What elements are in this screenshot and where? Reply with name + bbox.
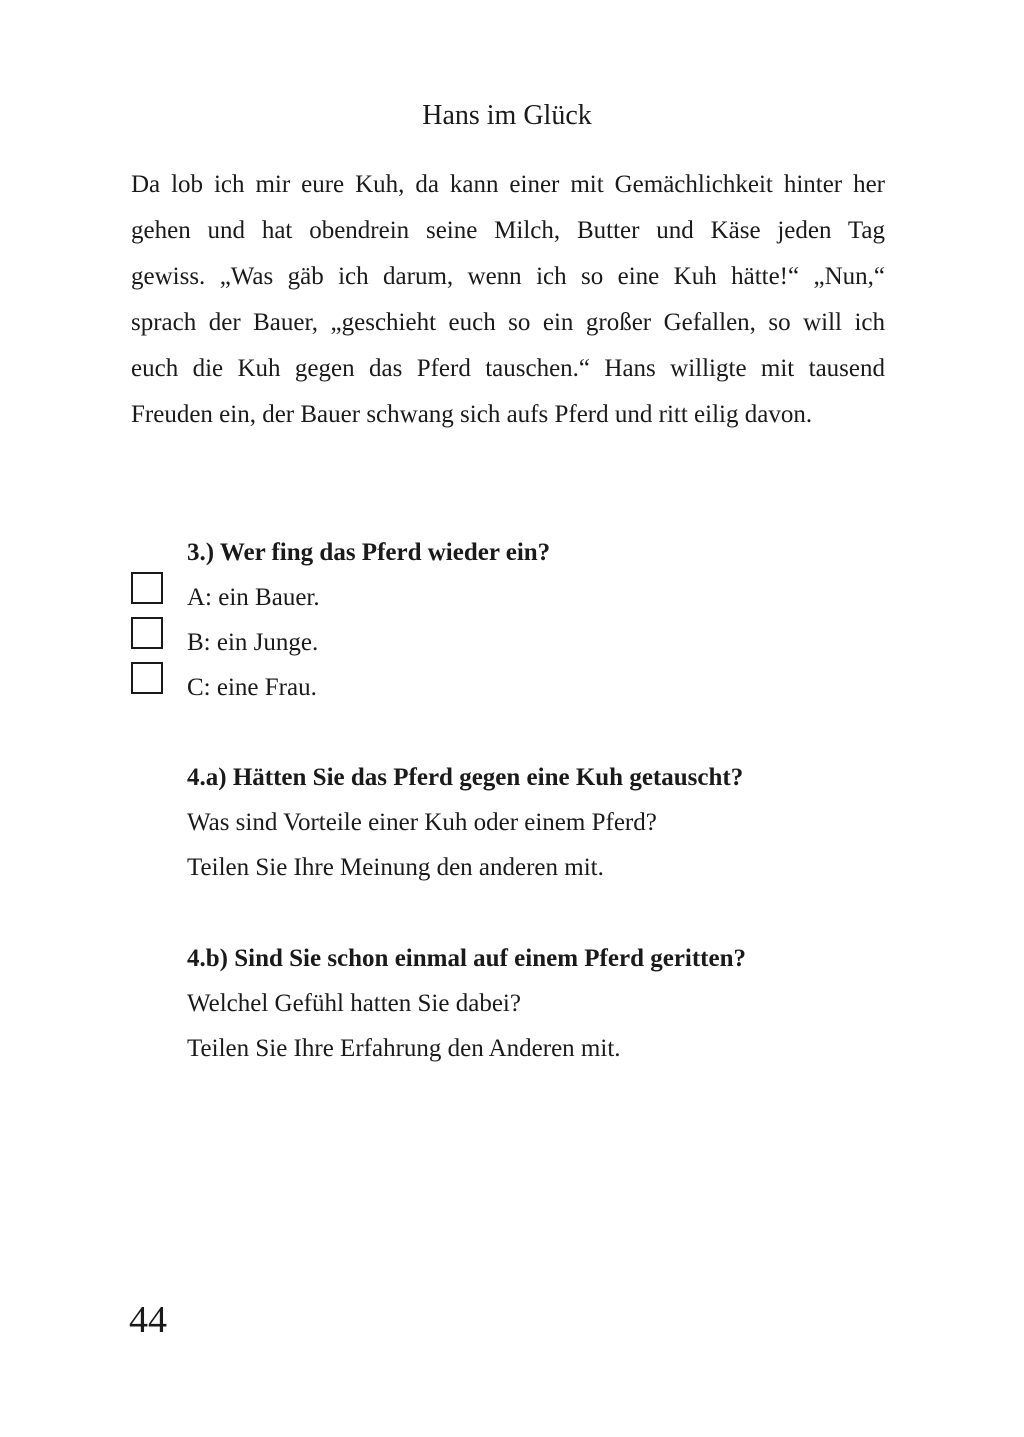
page-number: 44 — [129, 1299, 167, 1341]
question-4a — [187, 755, 743, 890]
story-paragraph — [131, 162, 885, 438]
option-b-label: B: ein Junge. — [187, 629, 319, 656]
question-4b — [187, 936, 746, 1071]
story-line: sprach der Bauer, „geschieht euch so ein großer Gefallen, so will ich — [131, 309, 885, 336]
option-a-checkbox[interactable] — [131, 572, 163, 604]
question-4a-heading: 4.a) Hätten Sie das Pferd gegen eine Kuh getauscht? — [187, 764, 744, 791]
story-line: gehen und hat obendrein seine Milch, Butter und Käse jeden Tag — [131, 217, 885, 244]
story-line: Freuden ein, der Bauer schwang sich aufs Pferd und ritt eilig davon. — [131, 401, 813, 428]
story-line: euch die Kuh gegen das Pferd tauschen.“ Hans willigte mit tausend — [131, 355, 885, 382]
option-c-label: C: eine Frau. — [187, 674, 317, 701]
option-a-label: A: ein Bauer. — [187, 584, 320, 611]
page-title: Hans im Glück — [422, 100, 592, 131]
question-4b-line: Teilen Sie Ihre Erfahrung den Anderen mit. — [187, 1035, 621, 1062]
question-4b-line: Welchel Gefühl hatten Sie dabei? — [187, 990, 521, 1017]
story-line: gewiss. „Was gäb ich darum, wenn ich so eine Kuh hätte!“ „Nun,“ — [131, 263, 885, 290]
question-4a-line: Was sind Vorteile einer Kuh oder einem Pferd? — [187, 809, 657, 836]
question-4b-heading: 4.b) Sind Sie schon einmal auf einem Pferd geritten? — [187, 945, 747, 972]
option-b-checkbox[interactable] — [131, 617, 163, 649]
question-4a-line: Teilen Sie Ihre Meinung den anderen mit. — [187, 854, 604, 881]
option-c-checkbox[interactable] — [131, 662, 163, 694]
story-line: Da lob ich mir eure Kuh, da kann einer mit Gemächlichkeit hinter her — [131, 171, 885, 198]
question-3-heading: 3.) Wer fing das Pferd wieder ein? — [187, 539, 551, 566]
question-3 — [187, 530, 550, 710]
